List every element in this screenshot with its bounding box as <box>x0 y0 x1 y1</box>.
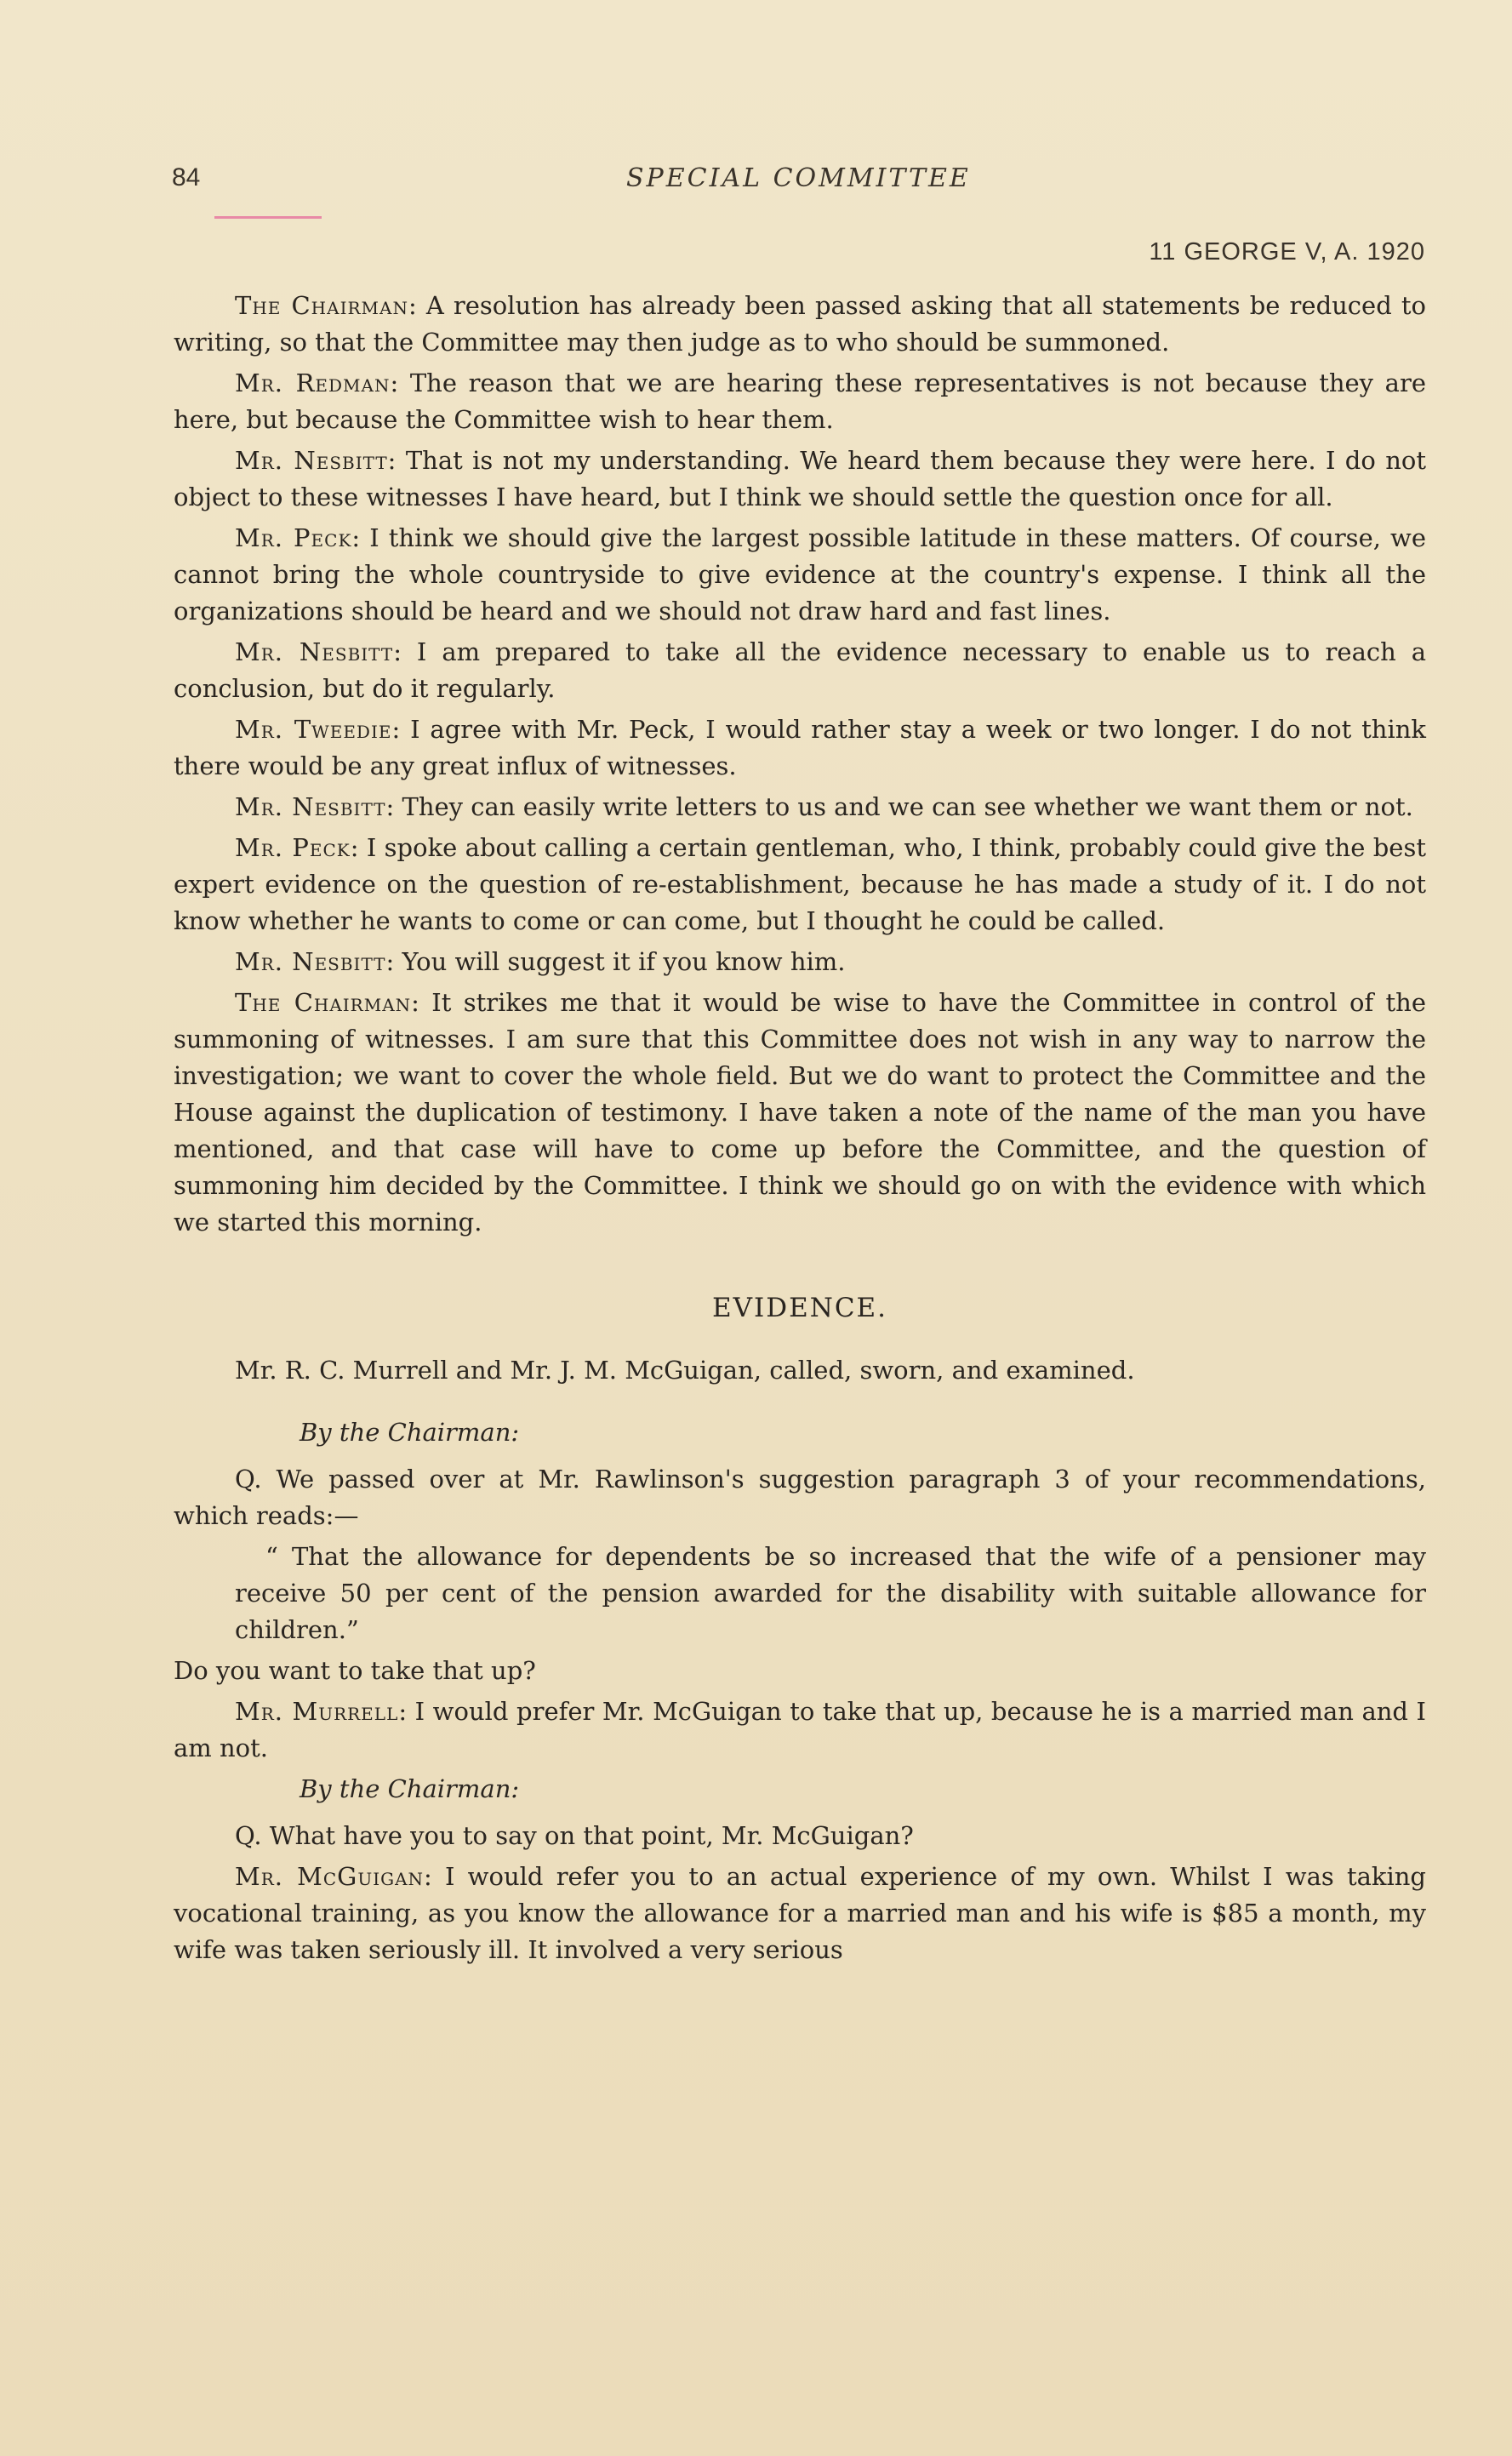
speech-text: : I spoke about calling a certain gentleman, who, I think, probably could give the best expert evidence on the question of re-establishment, because he has made a study of it. I do not know whether he wants to come or can come, but I thought he could be called. <box>174 833 1426 935</box>
speech-text: : The reason that we are hearing these representatives is not because they are here, but because the Committee wish to hear them. <box>174 368 1426 434</box>
page-body <box>174 288 1426 1973</box>
paragraph <box>174 288 1426 361</box>
evidence-heading: EVIDENCE. <box>711 1293 888 1323</box>
page-header <box>172 163 1427 206</box>
speaker-name: Mr. Peck <box>235 833 351 862</box>
question-continuation: Do you want to take that up? <box>174 1656 536 1685</box>
speech-text: : A resolution has already been passed asking that all statements be reduced to writing, so that the Committee may then judge as to who should be summoned. <box>174 291 1427 357</box>
pink-marker-line <box>214 216 322 219</box>
speech-text: : It strikes me that it would be wise to have the Committee in control of the summoning of witnesses. I am sure that this Committee does not wish in any way to narrow the investigation; we want to cover the whole field. But we do want to protect the Committee and the House against the duplication of testimony. I have taken a note of the name of the man you have mentioned, and that case will have to come up before the Committee, and the question of summoning him decided by the Committee. I think we should go on with the evidence with which we started this morning. <box>174 988 1426 1237</box>
paragraph <box>174 789 1426 825</box>
question-paragraph: Q. We passed over at Mr. Rawlinson's suggestion paragraph 3 of your recommendations, which reads:— <box>174 1465 1426 1530</box>
speaker-name: Mr. Redman <box>235 368 391 397</box>
paragraph <box>174 634 1426 707</box>
speaker-name: Mr. Nesbitt <box>235 947 386 976</box>
witnesses-line: Mr. R. C. Murrell and Mr. J. M. McGuigan, called, sworn, and examined. <box>235 1356 1135 1385</box>
session-label: 11 GEORGE V, A. 1920 <box>1149 238 1425 266</box>
paragraph <box>174 1859 1426 1968</box>
speaker-name: Mr. Peck <box>235 523 352 552</box>
speech-text: : I agree with Mr. Peck, I would rather stay a week or two longer. I do not think there would be any great influx of witnesses. <box>174 715 1426 780</box>
running-title: SPECIAL COMMITTEE <box>626 163 971 193</box>
examiner-label: By the Chairman: <box>300 1774 520 1803</box>
speaker-name: Mr. Nesbitt <box>235 637 394 666</box>
speech-text: : I think we should give the largest possible latitude in these matters. Of course, we cannot bring the whole countryside to give evidence at the country's expense. I think all the organizations should be heard and we should not draw hard and fast lines. <box>174 523 1427 625</box>
paragraph <box>174 985 1426 1241</box>
speech-text: : I am prepared to take all the evidence necessary to enable us to reach a conclusion, but do it regularly. <box>174 637 1426 703</box>
speech-text: : You will suggest it if you know him. <box>385 947 846 976</box>
speech-text: : I would refer you to an actual experience of my own. Whilst I was taking vocational training, as you know the allowance for a married man and his wife is $85 a month, my wife was taken seriously ill. It involved a very serious <box>174 1862 1426 1964</box>
speech-text: : They can easily write letters to us and we can see whether we want them or not. <box>385 792 1413 821</box>
paragraph <box>174 1693 1426 1767</box>
paragraph <box>174 944 1426 980</box>
speech-text: : I would prefer Mr. McGuigan to take that up, because he is a married man and I am not. <box>174 1697 1426 1762</box>
paragraph <box>174 365 1426 438</box>
speech-text: : That is not my understanding. We heard them because they were here. I do not object to these witnesses I have heard, but I think we should settle the question once for all. <box>174 446 1426 511</box>
quoted-recommendation: “ That the allowance for dependents be so increased that the wife of a pensioner may receive 50 per cent of the pension awarded for the disability with suitable allowance for children.” <box>235 1542 1426 1644</box>
page-number: 84 <box>172 163 201 191</box>
paragraph <box>174 711 1426 785</box>
speaker-name: The Chairman <box>235 988 412 1017</box>
paragraph <box>174 520 1426 630</box>
speaker-name: Mr. Nesbitt <box>235 446 388 475</box>
speaker-name: Mr. Nesbitt <box>235 792 386 821</box>
speaker-name: Mr. Tweedie <box>235 715 392 744</box>
paragraph <box>174 830 1426 940</box>
speaker-name: The Chairman <box>235 291 408 320</box>
speaker-name: Mr. McGuigan <box>235 1862 425 1891</box>
question-paragraph: Q. What have you to say on that point, Mr. McGuigan? <box>235 1821 914 1850</box>
speaker-name: Mr. Murrell <box>235 1697 399 1726</box>
examiner-label: By the Chairman: <box>300 1418 520 1447</box>
paragraph <box>174 443 1426 516</box>
